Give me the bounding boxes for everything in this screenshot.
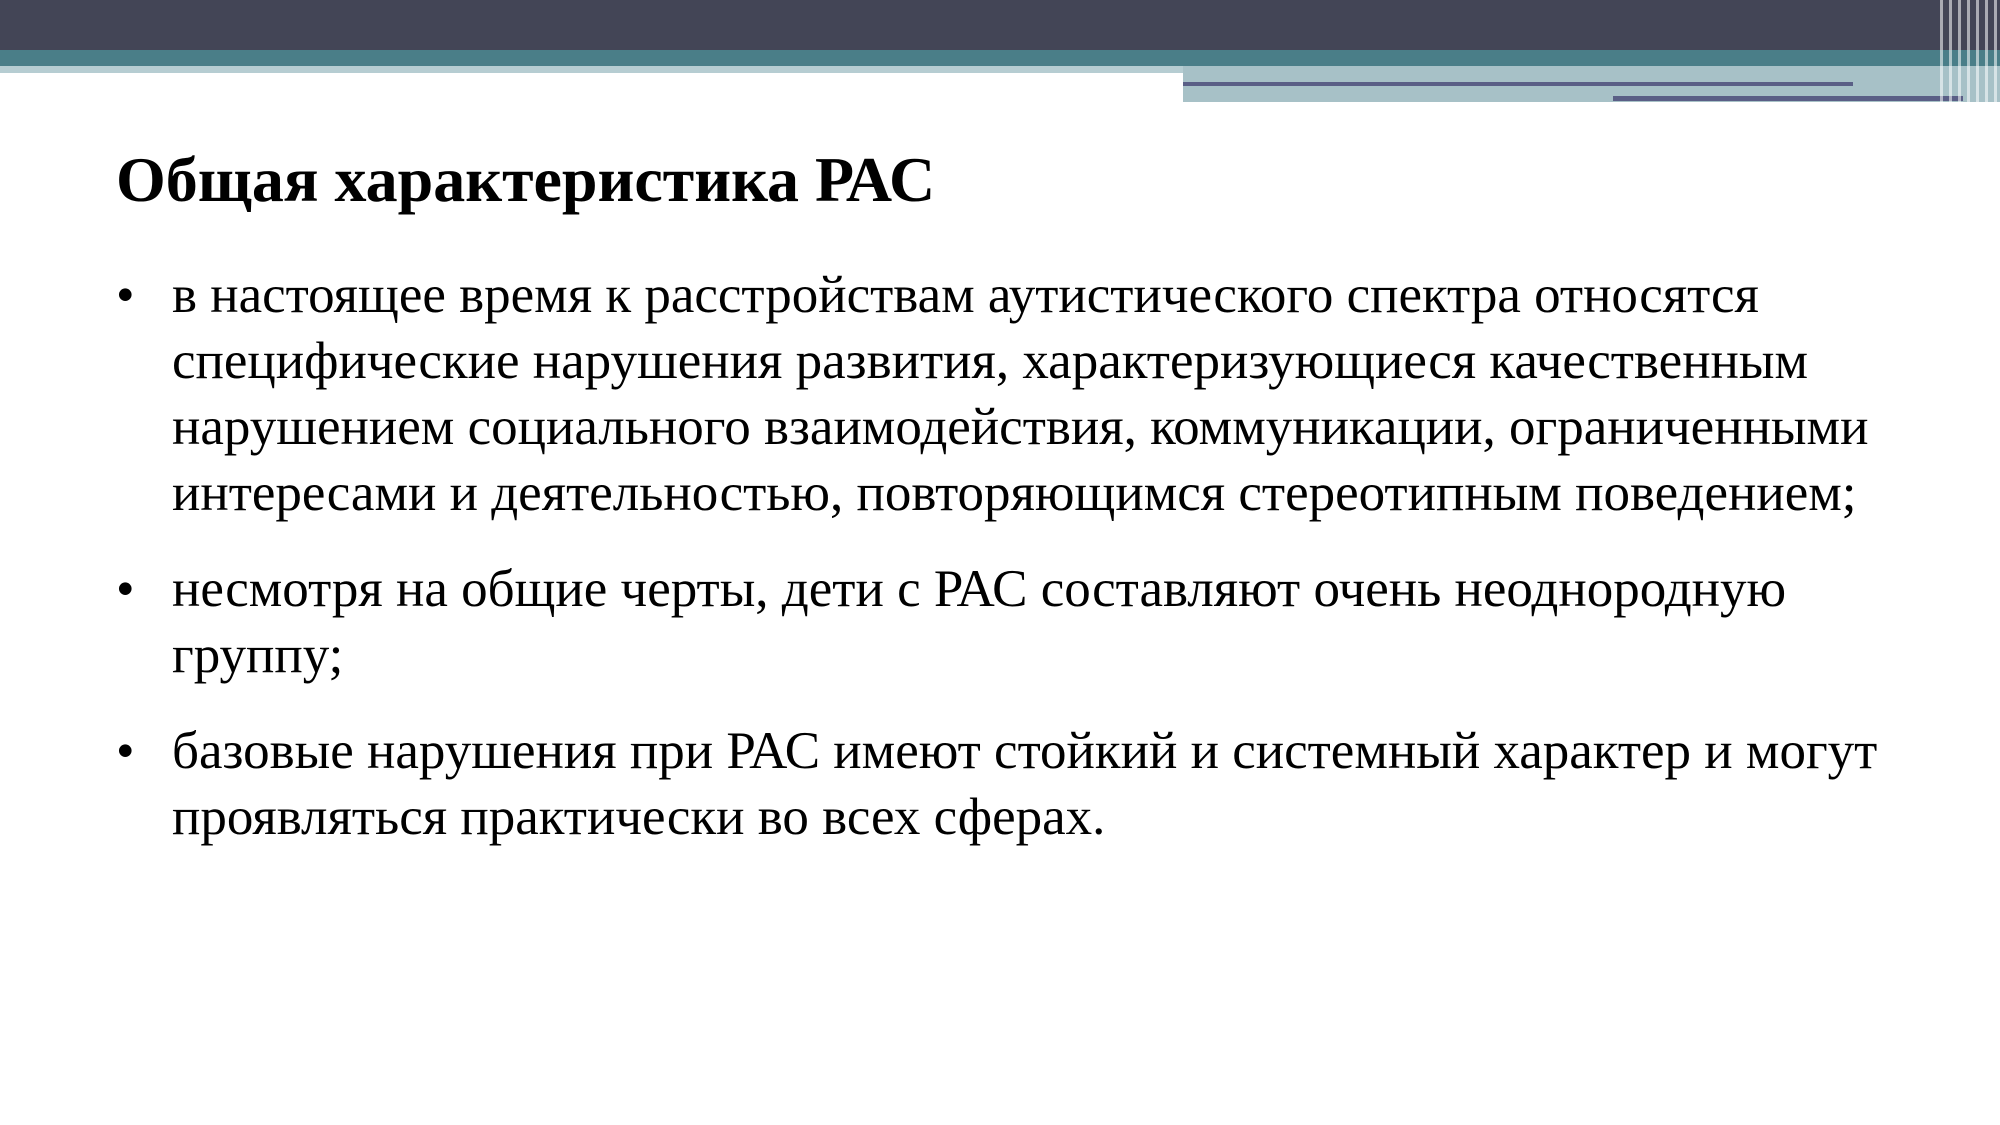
bullet-list bbox=[116, 262, 1946, 880]
bullet-text: несмотря на общие черты, дети с РАС составляют очень неоднородную группу; bbox=[172, 560, 1787, 684]
bullet-marker: • bbox=[116, 266, 135, 324]
header-stripes bbox=[1940, 0, 2000, 102]
header-band-dark bbox=[0, 0, 2000, 50]
bullet-marker: • bbox=[116, 722, 135, 780]
slide-title: Общая характеристика РАС bbox=[116, 144, 936, 215]
bullet-marker: • bbox=[116, 560, 135, 618]
header-band-light-left bbox=[0, 66, 1183, 73]
bullet-item-1 bbox=[116, 262, 1946, 526]
header-rule-upper bbox=[1183, 82, 1853, 86]
bullet-item-2 bbox=[116, 556, 1946, 688]
bullet-item-3 bbox=[116, 718, 1946, 850]
bullet-text: базовые нарушения при РАС имеют стойкий и системный характер и могут проявляться практически во всех сферах. bbox=[172, 722, 1878, 846]
header-rule-lower bbox=[1613, 96, 1963, 101]
header-band-teal bbox=[0, 50, 2000, 66]
bullet-text: в настоящее время к расстройствам аутистического спектра относятся специфические нарушения развития, характеризующиеся качественным нарушением социального взаимодействия, коммуникации, ограниченными интересами и деятельностью, повторяющимся стереотипным поведением; bbox=[172, 266, 1869, 522]
